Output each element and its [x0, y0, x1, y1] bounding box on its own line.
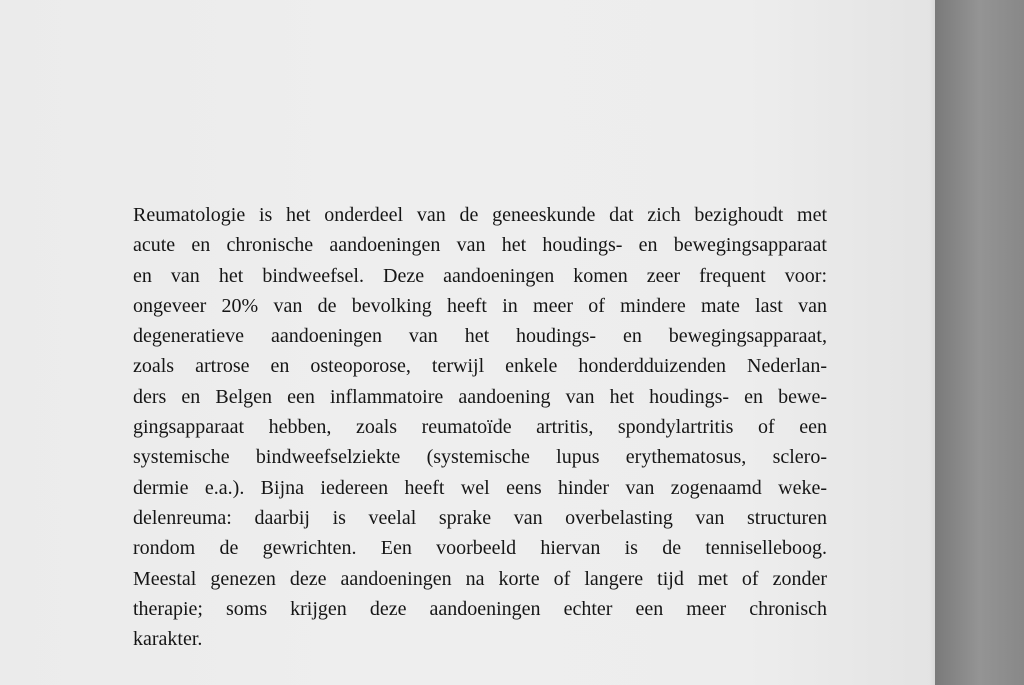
paragraph-line-7: ders en Belgen een inflammatoire aandoening van het houdings- en bewe- [133, 385, 827, 408]
paragraph-line-12: rondom de gewrichten. Een voorbeeld hiervan is de tenniselleboog. [133, 537, 827, 560]
paragraph-line-3: en van het bindweefsel. Deze aandoeningen komen zeer frequent voor: [133, 264, 827, 287]
paragraph-line-6: zoals artrose en osteoporose, terwijl enkele honderdduizenden Nederlan- [133, 355, 827, 378]
paragraph-line-15: karakter. [133, 628, 203, 651]
background-surface [935, 0, 1024, 685]
body-paragraph [133, 200, 827, 654]
paragraph-line-1: Reumatologie is het onderdeel van de geneeskunde dat zich bezighoudt met [133, 204, 827, 226]
paragraph-line-13: Meestal genezen deze aandoeningen na korte of langere tijd met of zonder [133, 567, 827, 590]
paragraph-line-9: systemische bindweefselziekte (systemische lupus erythematosus, sclero- [133, 446, 827, 469]
paragraph-line-4: ongeveer 20% van de bevolking heeft in meer of mindere mate last van [133, 294, 827, 317]
paragraph-line-14: therapie; soms krijgen deze aandoeningen echter een meer chronisch [133, 597, 827, 620]
paragraph-line-11: delenreuma: daarbij is veelal sprake van overbelasting van structuren [133, 506, 827, 529]
paragraph-line-8: gingsapparaat hebben, zoals reumatoïde artritis, spondylartritis of een [133, 416, 827, 439]
paragraph-line-5: degeneratieve aandoeningen van het houdings- en bewegingsapparaat, [133, 325, 827, 348]
paragraph-line-10: dermie e.a.). Bijna iedereen heeft wel eens hinder van zogenaamd weke- [133, 476, 827, 499]
bleed-through-shadow-1 [560, 0, 930, 28]
paragraph-line-2: acute en chronische aandoeningen van het houdings- en bewegingsapparaat [133, 234, 827, 257]
